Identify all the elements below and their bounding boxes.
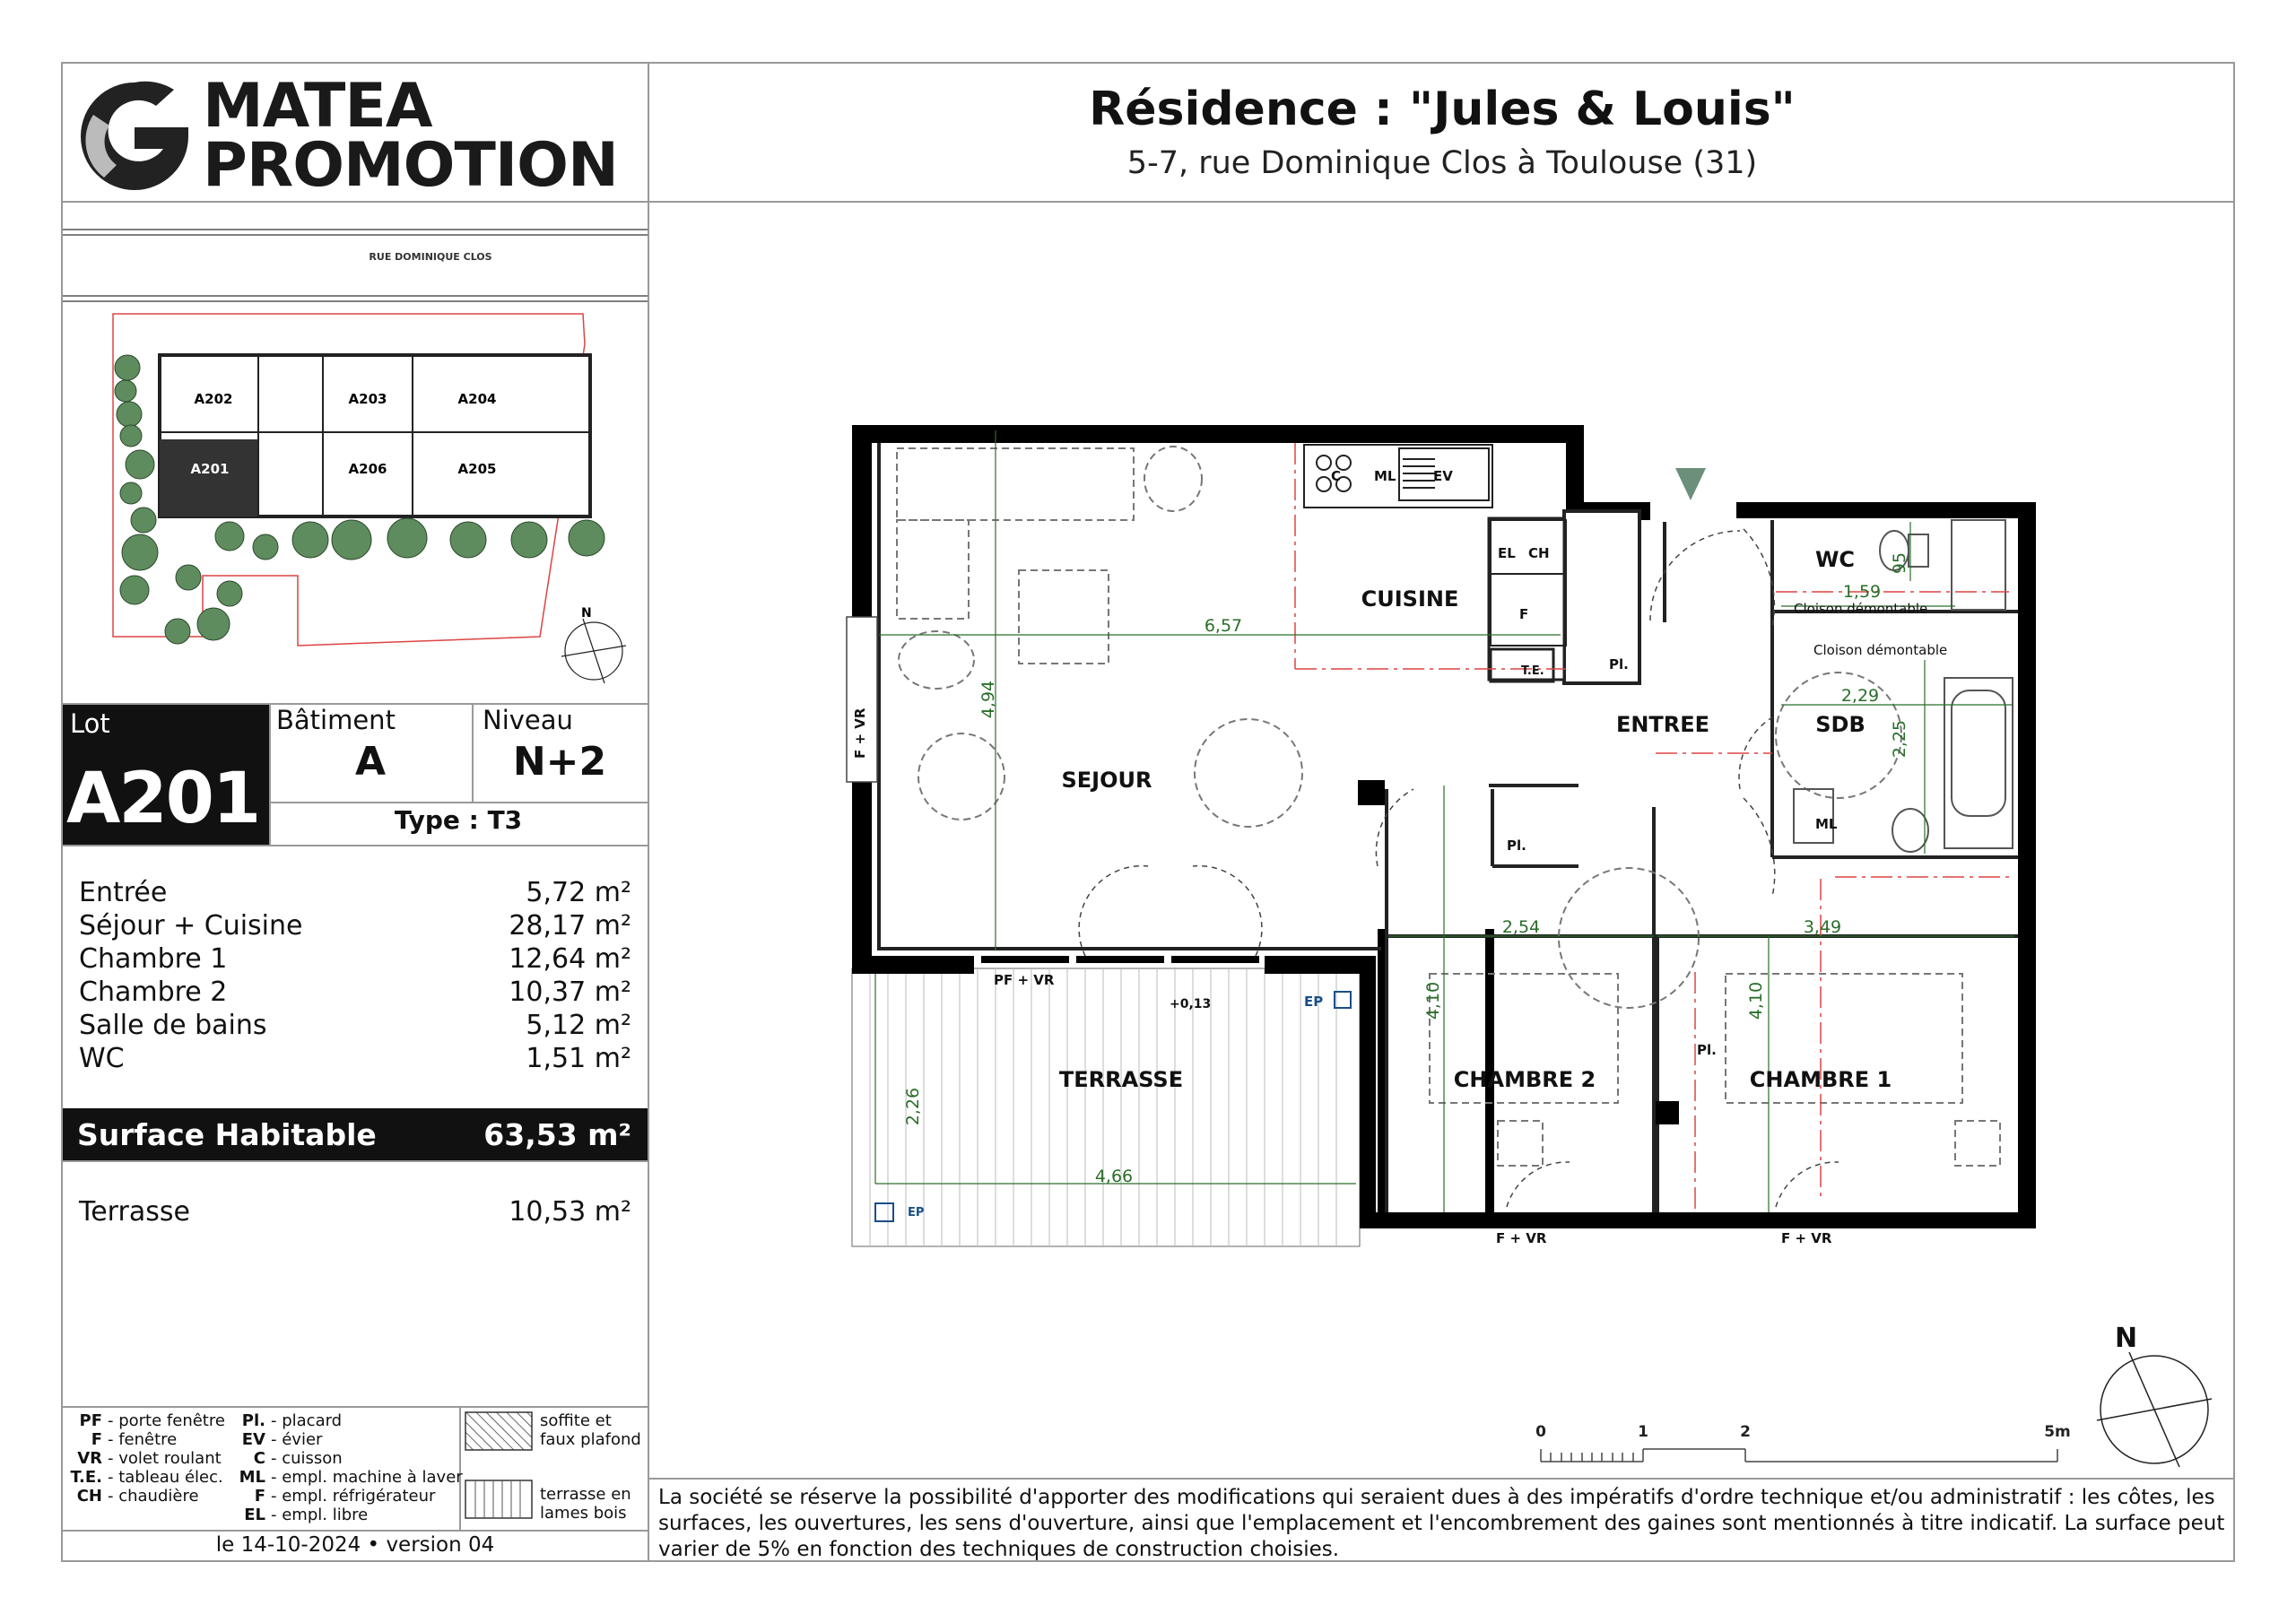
north-arrow-icon	[2090, 1316, 2224, 1469]
page-subtitle: 5-7, rue Dominique Clos à Toulouse (31)	[1126, 145, 1758, 181]
site-lot-a203: A203	[348, 391, 387, 407]
building-label: Bâtiment	[276, 705, 396, 735]
terrace-deck	[852, 968, 1360, 1246]
room-label-entree: ENTREE	[1615, 712, 1710, 737]
room-row-chambre1	[79, 943, 631, 975]
apartment-type: Type : T3	[394, 805, 523, 835]
dim-95: 95	[1890, 551, 1909, 575]
room-area: 5,72 m²	[526, 877, 631, 908]
room-label-chambre2: CHAMBRE 2	[1453, 1067, 1596, 1092]
room-name: Chambre 1	[79, 943, 228, 975]
site-lot-a204: A204	[457, 391, 497, 407]
room-area: 28,17 m²	[509, 910, 631, 942]
dim-254: 2,54	[1501, 917, 1541, 937]
surface-value: 63,53 m²	[483, 1116, 631, 1152]
label-f-vr-sejour: F + VR	[852, 707, 868, 759]
building-value: A	[354, 739, 387, 785]
scale-tick-1: 1	[1638, 1423, 1648, 1441]
column-divider	[648, 62, 649, 1562]
scale-bar	[1525, 1417, 2081, 1471]
room-label-wc: WC	[1814, 547, 1856, 572]
brand-line-1: MATEA	[203, 71, 432, 142]
legend-item: EL - empl. libre	[244, 1506, 369, 1524]
room-row-terrasse	[79, 1196, 631, 1228]
label-fridge: F	[1519, 606, 1529, 622]
site-street-label: RUE DOMINIQUE CLOS	[369, 251, 492, 263]
legend-item: CH - chaudière	[76, 1487, 199, 1506]
label-f-vr-chambre2: F + VR	[1496, 1230, 1547, 1246]
label-ev: EV	[1433, 468, 1453, 484]
legend-bottom-divider	[61, 1530, 649, 1532]
header-divider	[61, 201, 2235, 203]
legend-item: PF - porte fenêtre	[79, 1411, 225, 1430]
dim-229: 2,29	[1840, 686, 1880, 706]
label-f-vr-chambre1: F + VR	[1781, 1230, 1832, 1246]
site-lot-a206: A206	[348, 461, 387, 477]
site-lot-a201: A201	[190, 461, 230, 477]
scale-tick-5: 5m	[2044, 1423, 2071, 1441]
dim-494: 4,94	[978, 680, 998, 719]
label-cloison-2: Cloison démontable	[1813, 642, 1948, 658]
level-label: Niveau	[483, 705, 573, 735]
room-label-terrasse: TERRASSE	[1058, 1067, 1184, 1092]
room-label-chambre1: CHAMBRE 1	[1749, 1067, 1892, 1092]
room-area: 5,12 m²	[526, 1010, 631, 1041]
dim-159: 1,59	[1842, 582, 1882, 602]
scale-tick-2: 2	[1740, 1423, 1751, 1441]
hatch-lames-bois-icon	[465, 1480, 533, 1519]
legend-top-divider	[61, 1406, 649, 1408]
surface-label: Surface Habitable	[77, 1116, 377, 1152]
level-value: N+2	[512, 739, 607, 785]
room-name: Séjour + Cuisine	[79, 910, 303, 942]
site-north-label: N	[581, 606, 592, 621]
site-plan	[63, 224, 648, 699]
footer-date-version: le 14-10-2024 • version 04	[215, 1533, 495, 1557]
room-name: Chambre 2	[79, 976, 228, 1008]
room-area: 12,64 m²	[509, 943, 631, 975]
lot-value: A201	[66, 759, 260, 839]
legend-item: F - fenêtre	[91, 1430, 178, 1449]
dim-466: 4,66	[1094, 1167, 1134, 1186]
label-ml-sdb: ML	[1815, 816, 1838, 832]
label-placard-entree: Pl.	[1609, 656, 1629, 673]
legend-col-2	[226, 1411, 463, 1524]
dim-226: 2,26	[903, 1087, 923, 1126]
legend-item: VR - volet roulant	[77, 1449, 222, 1468]
brand-line-2: PROMOTION	[203, 130, 618, 201]
room-label-sdb: SDB	[1815, 712, 1866, 737]
label-ep: EP	[1304, 994, 1324, 1010]
lot-label: Lot	[70, 708, 110, 739]
legend-item: EV - évier	[241, 1430, 323, 1449]
brand-logo-icon	[77, 79, 194, 194]
info-divider	[269, 802, 648, 803]
site-lot-a202: A202	[194, 391, 233, 407]
legend-item: C - cuisson	[253, 1449, 343, 1468]
type-divider	[61, 845, 649, 846]
dim-410-b: 4,10	[1746, 981, 1766, 1020]
room-name: Entrée	[79, 877, 168, 908]
disclaimer-text: La société se réserve la possibilité d'apporter des modifications qui seraient dues à des impératifs d'ordre technique et/ou administratif : les côtes, les surfaces, les ouvertures, les sens d'ouverture, ainsi que l'emplacement et l'encombrement des gaines sont mentionnés à titre indicatif. La surface peut varier de 5% en fonction des techniques de construction choisies.	[658, 1486, 2225, 1561]
room-row-chambre2	[79, 976, 631, 1008]
scale-tick-0: 0	[1535, 1423, 1546, 1441]
ep-marker-icon	[1335, 992, 1351, 1008]
dim-657: 6,57	[1204, 616, 1243, 636]
room-name: WC	[79, 1043, 125, 1074]
label-altitude: +0,13	[1170, 997, 1212, 1011]
label-te: T.E.	[1521, 664, 1544, 678]
legend-hatch-2: terrasse en lames bois	[540, 1485, 631, 1523]
room-label-sejour: SEJOUR	[1061, 768, 1152, 793]
label-cuisson: C	[1331, 468, 1342, 484]
entry-arrow-icon	[1675, 468, 1706, 500]
dim-349: 3,49	[1803, 917, 1842, 937]
label-ch: CH	[1528, 545, 1550, 561]
dim-225: 2,25	[1890, 719, 1909, 759]
room-row-sejour	[79, 910, 631, 942]
disclaimer-divider	[648, 1478, 2235, 1480]
north-label: N	[2115, 1323, 2138, 1354]
room-label-cuisine: CUISINE	[1361, 586, 1459, 612]
label-el: EL	[1498, 545, 1516, 561]
ep-marker-icon-2	[875, 1203, 893, 1221]
terrace-area: 10,53 m²	[509, 1196, 631, 1228]
room-area: 1,51 m²	[526, 1043, 631, 1074]
legend-item: F - empl. réfrigérateur	[254, 1487, 436, 1506]
label-placard-chambre: Pl.	[1697, 1042, 1717, 1058]
terrace-label: Terrasse	[79, 1196, 190, 1228]
surface-habitable-bar	[63, 1108, 648, 1160]
legend-col-1	[63, 1411, 225, 1506]
legend-item: Pl. - placard	[241, 1411, 343, 1430]
room-area: 10,37 m²	[509, 976, 631, 1008]
room-row-entree	[79, 877, 631, 908]
legend-item: ML - empl. machine à laver	[239, 1468, 463, 1487]
surface-divider	[61, 1160, 649, 1162]
legend-hatch-1: soffite et faux plafond	[540, 1411, 641, 1449]
floor-plan	[843, 421, 2045, 1273]
dim-410-a: 4,10	[1423, 981, 1443, 1020]
page-title: Résidence : "Jules & Louis"	[1089, 82, 1796, 136]
site-lot-a205: A205	[457, 461, 497, 477]
label-pf-vr: PF + VR	[994, 972, 1055, 988]
label-placard-sejour: Pl.	[1507, 838, 1526, 854]
lot-block	[63, 705, 269, 845]
label-cloison-1: Cloison démontable	[1794, 601, 1928, 617]
room-row-sdb	[79, 1010, 631, 1041]
hatch-soffite-icon	[465, 1411, 533, 1451]
room-name: Salle de bains	[79, 1010, 267, 1041]
label-ep-2: EP	[908, 1206, 925, 1219]
label-ml: ML	[1374, 468, 1396, 484]
legend-item: T.E. - tableau élec.	[70, 1468, 223, 1487]
room-row-wc	[79, 1043, 631, 1074]
